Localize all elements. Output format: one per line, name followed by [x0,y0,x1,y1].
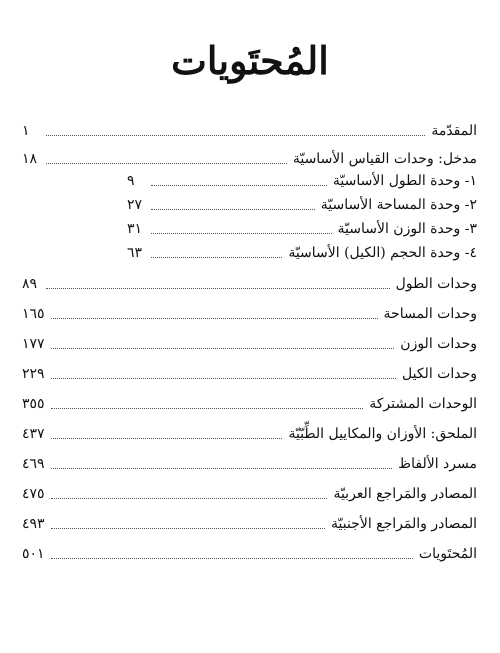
toc-page-number: ٩ [127,173,135,189]
dot-leader [151,184,327,186]
dot-leader [51,347,395,349]
dot-leader [46,287,390,289]
toc-page-number: ٤٣٧ [22,426,45,442]
dot-leader [151,256,282,258]
dot-leader [151,208,315,210]
toc-subentry-area[interactable] [127,194,477,214]
dot-leader [51,377,396,379]
toc-page-number: ١ [22,123,30,139]
toc-entry-label: ٤- وحدة الحجم (الكيل) الأساسيّة [288,245,477,261]
toc-entry-label: المصادر والمَراجع الأجنبيّة [331,516,477,532]
toc-page-number: ٣٥٥ [22,396,45,412]
dot-leader [51,467,393,469]
dot-leader [51,437,283,439]
toc-entry-volume-units[interactable] [22,363,477,383]
toc-entry-label: الملحق: الأوزان والمكاييل الطِّبّيّة [288,426,477,442]
toc-page-number: ٥٠١ [22,546,45,562]
toc-entry-label: ٢- وحدة المساحة الأساسيّة [320,197,477,213]
toc-entry-foreign-sources[interactable] [22,513,477,533]
toc-page-number: ٤٦٩ [22,456,45,472]
toc-entry-contents[interactable] [22,543,477,563]
toc-entry-label: مسرد الألفاظ [398,456,477,472]
dot-leader [46,134,425,136]
page-title: المُحتَويات [171,38,329,83]
dot-leader [51,497,328,499]
toc-page-number: ١٧٧ [22,336,45,352]
toc-page-number: ٢٧ [127,197,143,213]
toc-entry-label: المصادر والمَراجع العربيّة [333,486,477,502]
toc-entry-introduction[interactable] [22,120,477,140]
toc-entry-glossary[interactable] [22,453,477,473]
toc-entry-label: وحدات المساحة [383,306,477,322]
toc-entry-arabic-sources[interactable] [22,483,477,503]
toc-subentry-weight[interactable] [127,218,477,238]
toc-entry-label: وحدات الوزن [400,336,477,352]
toc-page-number: ٤٩٣ [22,516,45,532]
toc-entry-label: المقدّمة [431,123,477,139]
toc-entry-shared-units[interactable] [22,393,477,413]
toc-entry-weight-units[interactable] [22,333,477,353]
toc-page-number: ٤٧٥ [22,486,45,502]
dot-leader [51,407,364,409]
toc-page-number: ٣١ [127,221,143,237]
toc-entry-label: ٣- وحدة الوزن الأساسيّة [337,221,477,237]
toc-page-number: ١٨ [22,151,38,167]
toc-page-number: ١٦٥ [22,306,45,322]
toc-entry-label: وحدات الطول [395,276,477,292]
toc-subentry-length[interactable] [127,170,477,190]
dot-leader [51,527,325,529]
toc-page-number: ٨٩ [22,276,38,292]
dot-leader [151,232,332,234]
dot-leader [46,162,287,164]
toc-entry-length-units[interactable] [22,273,477,293]
dot-leader [51,317,378,319]
toc-page-number: ٦٣ [127,245,143,261]
toc-entry-label: المُحتَويات [418,546,477,562]
toc-page-number: ٢٢٩ [22,366,45,382]
toc-entry-appendix[interactable] [22,423,477,443]
toc-entry-entrance[interactable] [22,148,477,168]
dot-leader [51,557,413,559]
toc-entry-label: مدخل: وحدات القياس الأساسيّة [292,151,477,167]
toc-entry-label: ١- وحدة الطول الأساسيّة [332,173,477,189]
toc-subentry-volume[interactable] [127,242,477,262]
toc-entry-label: وحدات الكيل [402,366,477,382]
toc-entry-label: الوحدات المشتركة [369,396,477,412]
toc-entry-area-units[interactable] [22,303,477,323]
